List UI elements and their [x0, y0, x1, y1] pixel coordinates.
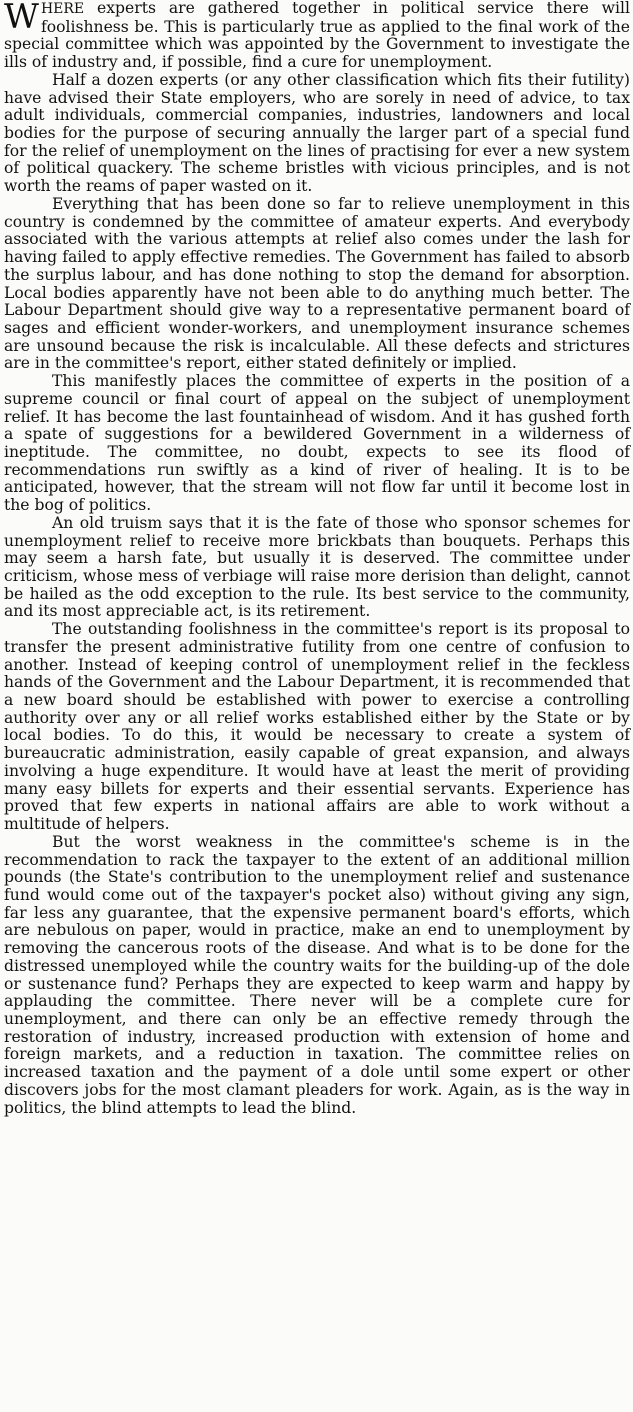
article-paragraph-4: This manifestly places the committee of experts in the position of a supreme council or final court of appeal on the subject of unemployment relief. It has become the last fountainhead of wisdom. And it has gushed forth a spate of suggestions for a bewildered Government in a wilderness of ineptitude. The committee, no doubt, expects to see its flood of recommendations run swiftly as a kind of river of healing. It is to be anticipated, however, that the stream will not flow far until it become lost in the bog of politics. — [4, 372, 630, 515]
article-paragraph-7: But the worst weakness in the committee's scheme is in the recommendation to rack the taxpayer to the extent of an additional million pounds (the State's contribution to the unemployment relief and sustenance fund would come out of the taxpayer's pocket also) without giving any sign, far less any guarantee, that the expensive permanent board's efforts, which are nebulous on paper, would in practice, make an end to unemployment by removing the cancerous roots of the disease. And what is to be done for the distressed unemployed while the country waits for the building-up of the dole or sustenance fund? Perhaps they are expected to keep warm and happy by applauding the committee. There never will be a complete cure for unemployment, and there can only be an effective remedy through the restoration of industry, increased production with extension of home and foreign markets, and a reduction in taxation. The committee relies on increased taxation and the payment of a dole until some expert or other discovers jobs for the most clamant pleaders for work. Again, as is the way in politics, the blind attempts to lead the blind. — [4, 832, 630, 1117]
lead-caps: HERE — [40, 1, 85, 17]
article-paragraph-5: An old truism says that it is the fate of those who sponsor schemes for unemployment relief to receive more brickbats than bouquets. Perhaps this may seem a harsh fate, but usually it is deserved. The committee under criticism, whose mess of verbiage will raise more derision than delight, cannot be hailed as the odd exception to the rule. Its best service to the community, and its most appreciable act, is its retirement. — [4, 513, 630, 621]
article-column — [4, 0, 630, 1117]
article-paragraph-6: The outstanding foolishness in the committee's report is its proposal to transfer the present administrative futility from one centre of confusion to another. Instead of keeping control of unemployment relief in the feckless hands of the Government and the Labour Department, it is recommended that a new board should be established with power to exercise a controlling authority over any or all relief works established either by the State or by local bodies. To do this, it would be necessary to create a system of bureaucratic administration, easily capable of great expansion, and always involving a huge expenditure. It would have at least the merit of providing many easy billets for experts and their essential servants. Experience has proved that few experts in national affairs are able to work without a multitude of helpers. — [4, 620, 630, 834]
drop-cap: W — [4, 0, 38, 37]
article-paragraph-2: Half a dozen experts (or any other classification which fits their futility) have advised their State employers, who are sorely in need of advice, to tax adult individuals, commercial companies, industries, landowners and local bodies for the purpose of securing annually the larger part of a special fund for the relief of unemployment on the lines of practising for ever a new system of political quackery. The scheme bristles with vicious principles, and is not worth the reams of paper wasted on it. — [4, 70, 630, 196]
lead-text: experts are gathered together in political service there will foolishness be. This is particularly true as applied to the final work of the special committee which was appointed by the Government to investigate the ills of industry and, if possible, find a cure for unemployment. — [4, 0, 630, 72]
article-paragraph-1 — [4, 0, 630, 72]
article-paragraph-3: Everything that has been done so far to relieve unemployment in this country is condemned by the committee of amateur experts. And everybody associated with the various attempts at relief also comes under the lash for having failed to apply effective remedies. The Government has failed to absorb the surplus labour, and has done nothing to stop the demand for absorption. Local bodies apparently have not been able to do anything much better. The Labour Department should give way to a representative permanent board of sages and efficient wonder-workers, and unemployment insurance schemes are unsound because the risk is incalculable. All these defects and strictures are in the committee's report, either stated definitely or implied. — [4, 194, 630, 373]
